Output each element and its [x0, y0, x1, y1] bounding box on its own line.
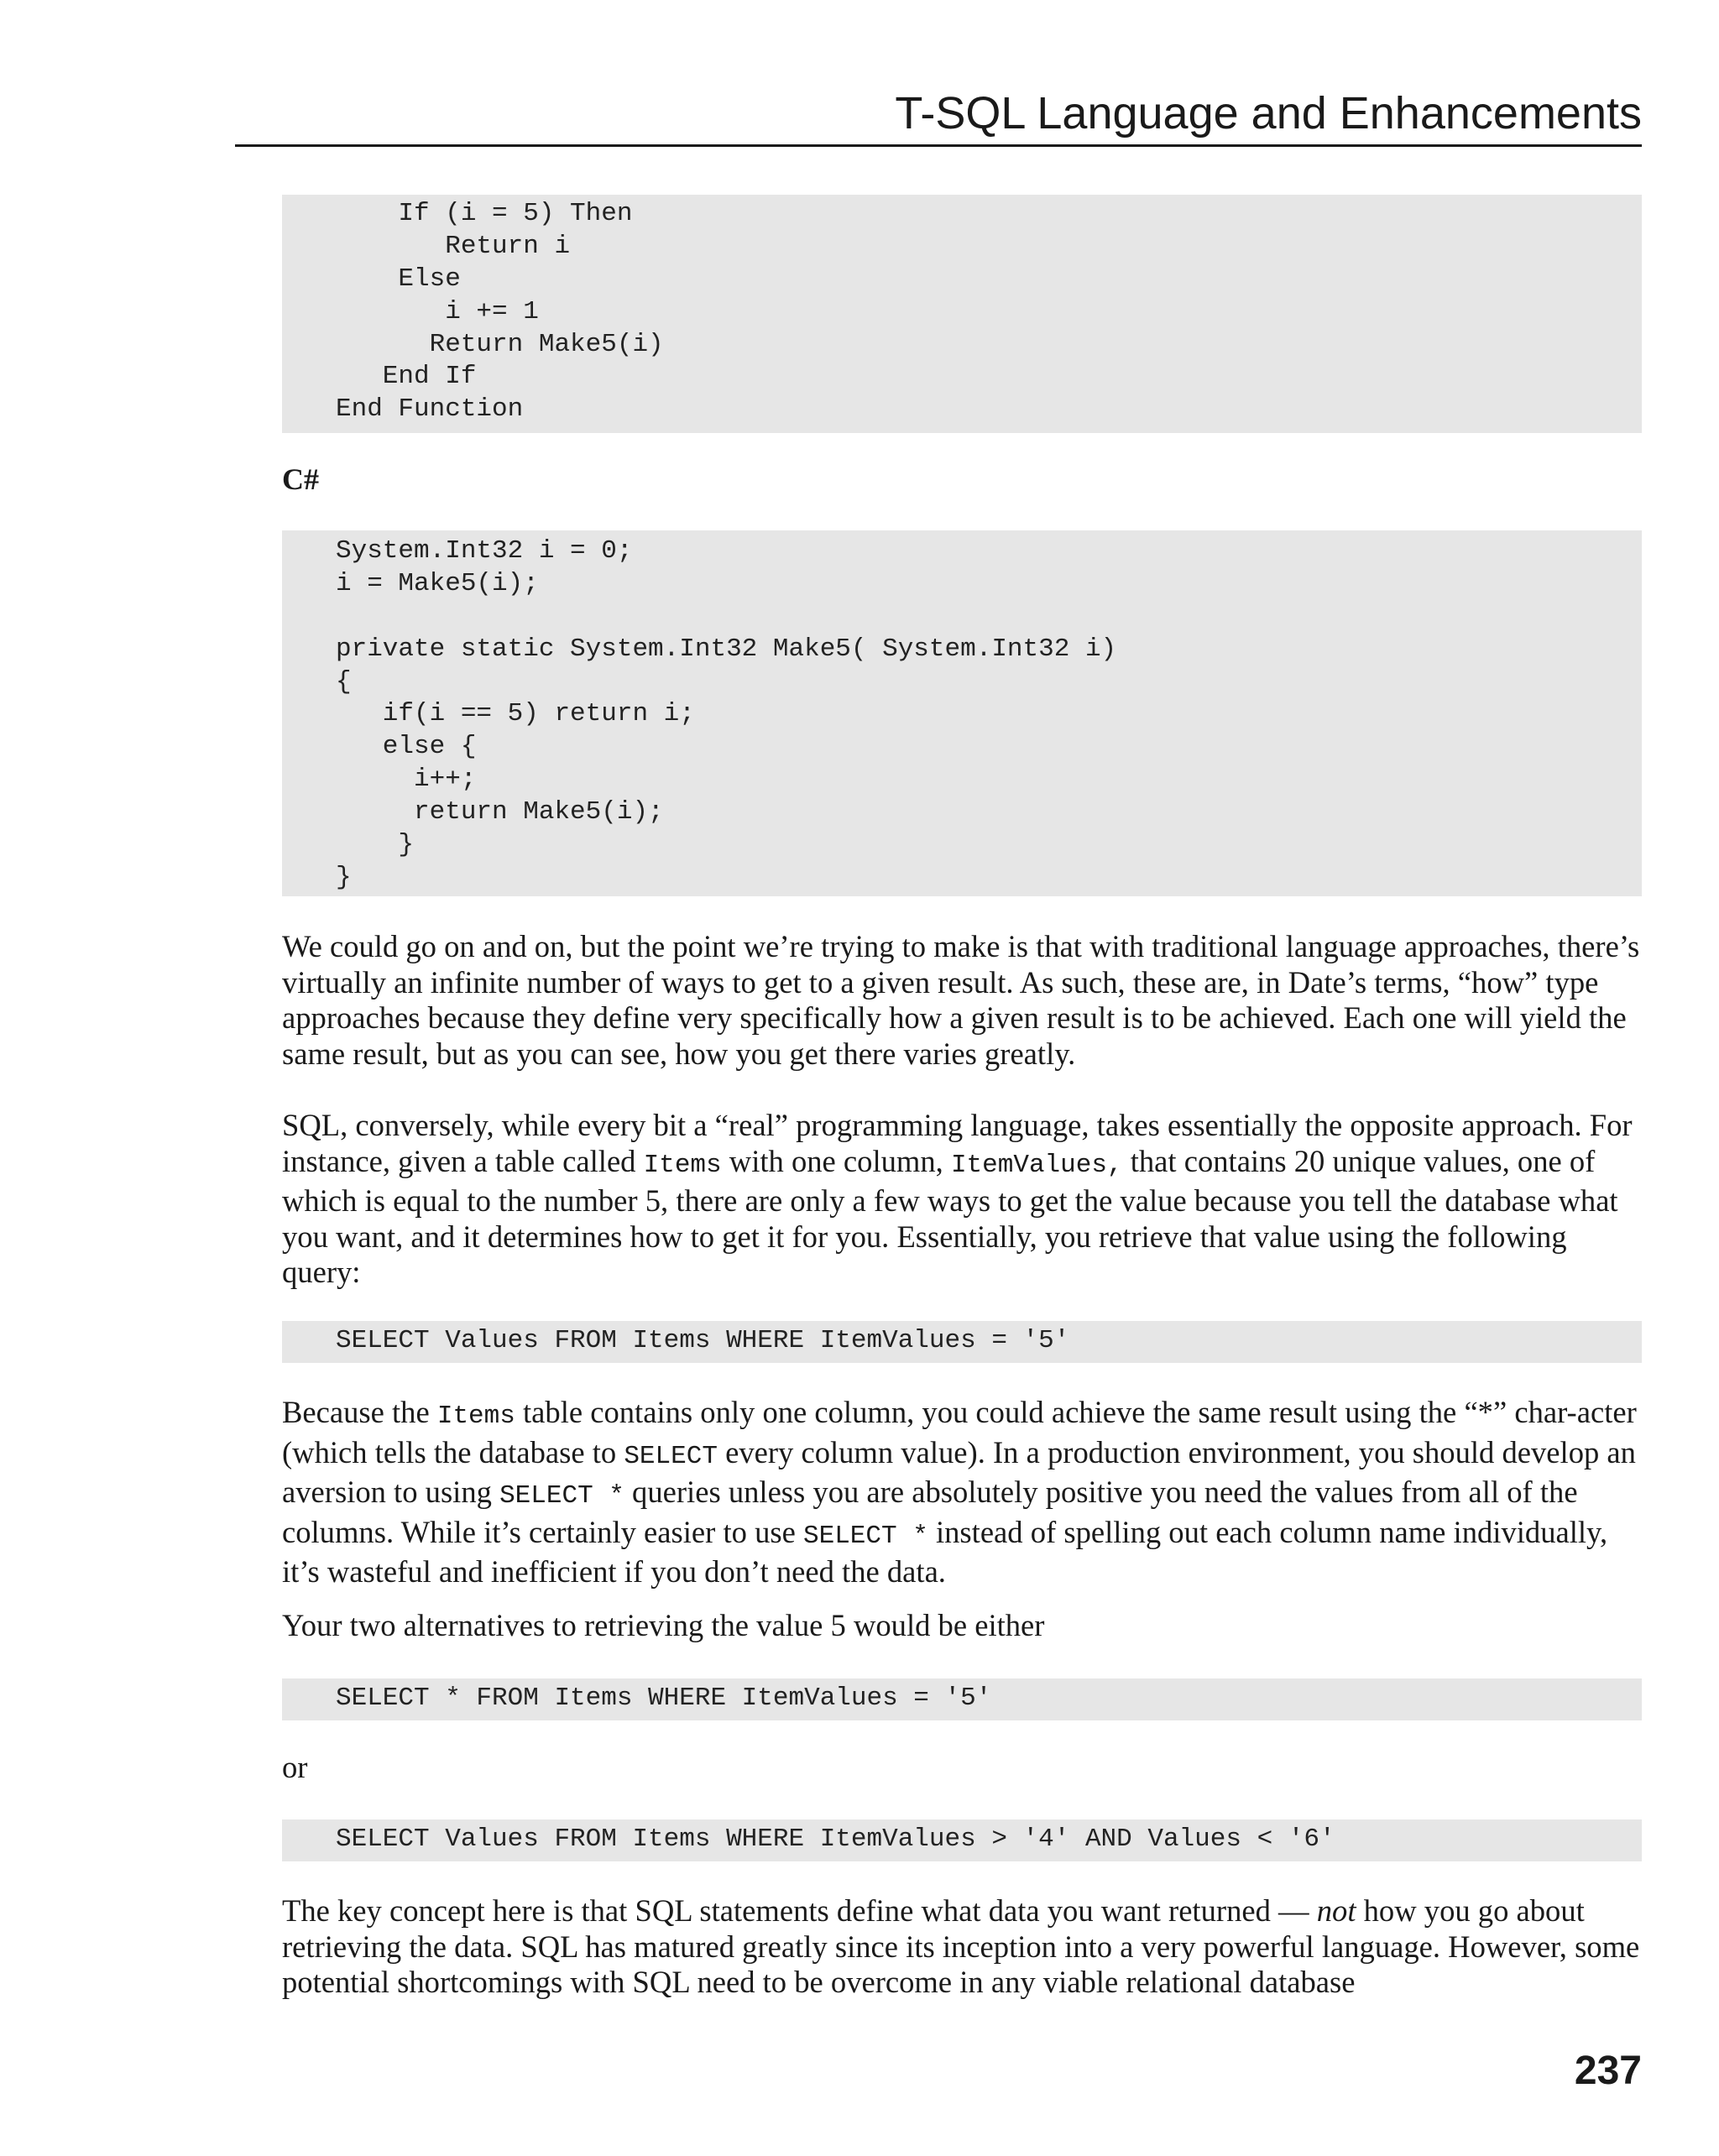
code-line: }: [336, 862, 352, 892]
inline-code: SELECT: [624, 1441, 718, 1471]
code-line: SELECT Values FROM Items WHERE ItemValues = '5': [336, 1326, 1070, 1355]
inline-code: Items: [643, 1150, 722, 1180]
running-header: [235, 84, 1642, 147]
code-line: If (i = 5) Then: [336, 199, 633, 228]
para-text: queries unless you are absolutely positive you need the values from all of the columns. While it’s certainly easier to use: [282, 1475, 1578, 1549]
body-paragraph: [282, 1893, 1642, 2001]
inline-code: SELECT *: [803, 1521, 928, 1551]
code-line: End Function: [336, 394, 524, 425]
code-line: if(i == 5) return i;: [336, 699, 695, 729]
body-paragraph: [282, 1395, 1642, 1590]
code-block-query-1: [282, 1321, 1642, 1363]
para-text: SQL, conversely, while every bit a “real” programming language, takes essentially the opposite approach. For instance, given a table called: [282, 1108, 1633, 1178]
body-paragraph: or: [282, 1750, 308, 1784]
para-text: every column value). In a production environment, you should develop an aversion to using: [282, 1434, 1636, 1510]
code-block-vb: [282, 195, 1642, 433]
para-text: The key concept here is that SQL statements define what data you want returned —: [282, 1893, 1317, 1928]
code-line: i = Make5(i);: [336, 568, 539, 598]
code-line: Return i: [336, 231, 571, 261]
code-line: }: [336, 830, 415, 860]
code-line: SELECT Values FROM Items WHERE ItemValues > '4' AND Values < '6': [336, 1825, 1335, 1854]
para-text: instead of spelling out each column name individually, it’s wasteful and inefficient if you don’t need the data.: [282, 1514, 1608, 1590]
inline-code: Items: [436, 1402, 515, 1431]
code-line: else {: [336, 732, 477, 762]
csharp-label: C#: [282, 462, 319, 496]
code-line: return Make5(i);: [336, 797, 664, 827]
code-block-csharp: [282, 530, 1642, 896]
page-number: 237: [1574, 2049, 1642, 2093]
code-line: Else: [336, 264, 461, 294]
code-line: i += 1: [336, 296, 539, 326]
code-block-query-3: [282, 1819, 1642, 1861]
para-text: Because the: [282, 1395, 437, 1429]
code-line: Return Make5(i): [336, 329, 664, 359]
emphasis: not: [1316, 1893, 1356, 1928]
para-text: with one column,: [721, 1143, 951, 1178]
code-line: {: [336, 666, 352, 697]
code-block-query-2: [282, 1678, 1642, 1720]
chapter-title: T-SQL Language and Enhancements: [895, 88, 1642, 138]
body-paragraph: [282, 1108, 1642, 1291]
para-text: how you go about retrieving the data. SQL has matured greatly since its inception into a very powerful language. However, some potential shortcomings with SQL need to be overcome in any viable relational database: [282, 1893, 1640, 2000]
body-paragraph: We could go on and on, but the point we’re trying to make is that with traditional language approaches, there’s virtually an infinite number of ways to get to a given result. As such, these are, in Date’s terms, “how” type approaches because they define very specifically how a given result is to be achieved. Each one will yield the same result, but as you can see, how you get there varies greatly.: [282, 929, 1640, 1071]
para-text: that contains 20 unique values, one of which is equal to the number 5, there are only a few ways to get the value because you tell the database what you want, and it determines how to get it for you. Essentially, you retrieve that value using the following query:: [282, 1143, 1618, 1290]
code-line: End If: [336, 362, 477, 392]
code-line: private static System.Int32 Make5( System.Int32 i): [336, 634, 1117, 664]
code-line: SELECT * FROM Items WHERE ItemValues = '5': [336, 1684, 992, 1713]
code-line: System.Int32 i = 0;: [336, 536, 633, 566]
code-line: i++;: [336, 765, 477, 795]
para-text: table contains only one column, you could achieve the same result using the “*” char-acter (which tells the database to: [282, 1395, 1637, 1470]
body-paragraph: Your two alternatives to retrieving the value 5 would be either: [282, 1608, 1045, 1642]
inline-code: SELECT *: [499, 1481, 624, 1511]
inline-code: ItemValues,: [950, 1150, 1123, 1180]
code-line: [336, 601, 1642, 634]
